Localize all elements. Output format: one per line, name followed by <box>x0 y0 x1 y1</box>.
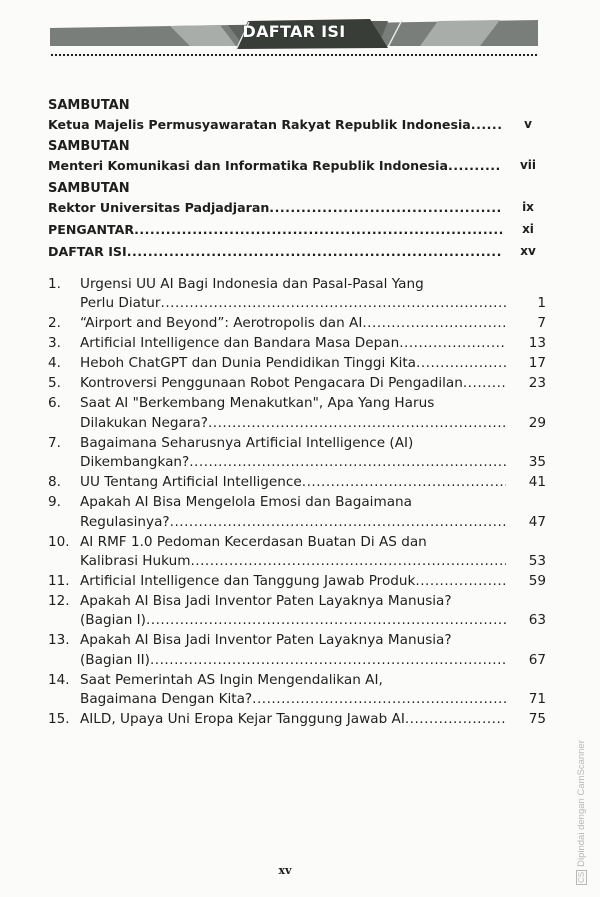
chapter-entry[interactable] <box>48 710 548 729</box>
chapter-title: Kalibrasi Hukum <box>80 553 191 570</box>
chapter-number: 1. <box>48 276 61 292</box>
toc-entry-sambutan-menkominfo[interactable] <box>48 137 548 175</box>
chapter-title-line1: Saat AI "Berkembang Menakutkan", Apa Yang Harus <box>80 395 435 412</box>
chapter-entry[interactable] <box>48 572 548 591</box>
chapter-number: 7. <box>48 434 61 451</box>
chapter-entry[interactable] <box>48 493 548 532</box>
chapter-number: 14. <box>48 671 70 688</box>
chapter-page: 1 <box>537 295 546 312</box>
chapter-number: 9. <box>48 494 61 511</box>
chapter-entry[interactable] <box>48 671 548 710</box>
dot-leader <box>362 314 506 333</box>
watermark-text: Dipindai dengan CamScanner <box>576 740 587 867</box>
camscanner-logo-icon: CS <box>577 871 586 883</box>
chapter-page: 53 <box>528 553 546 570</box>
dot-leader <box>150 651 506 670</box>
chapter-number: 3. <box>48 335 61 352</box>
chapter-title: Dikembangkan? <box>80 454 190 471</box>
chapter-entry[interactable] <box>48 334 548 353</box>
section-banner <box>50 17 538 52</box>
chapter-number: 10. <box>48 533 70 550</box>
toc-entry-sambutan-rektor[interactable] <box>48 179 548 217</box>
chapter-title-line1: Apakah AI Bisa Jadi Inventor Paten Layaknya Manusia? <box>80 632 452 649</box>
chapter-title: Kontroversi Penggunaan Robot Pengacara Di Pengadilan <box>80 375 463 392</box>
dot-leader <box>190 552 506 571</box>
chapter-title: Perlu Diatur <box>80 295 161 312</box>
chapter-number: 13. <box>48 632 70 649</box>
chapter-title: Regulasinya? <box>80 513 170 530</box>
dot-leader <box>399 334 506 353</box>
chapter-page: 71 <box>528 691 546 708</box>
entry-title: Menteri Komunikasi dan Informatika Republik Indonesia <box>48 158 448 173</box>
entry-title: DAFTAR ISI <box>48 244 127 259</box>
chapter-number: 4. <box>48 355 61 372</box>
dot-leader <box>463 374 506 393</box>
dot-leader <box>134 220 502 239</box>
entry-page: v <box>524 117 532 131</box>
chapter-page: 59 <box>528 573 546 590</box>
dot-leader <box>269 198 502 217</box>
chapter-number: 6. <box>48 395 61 412</box>
entry-page: xv <box>520 244 536 258</box>
chapter-title: AILD, Upaya Uni Eropa Kejar Tanggung Jawab AI <box>80 711 405 728</box>
chapter-title: Artificial Intelligence dan Bandara Masa Depan <box>80 335 400 352</box>
chapter-entry[interactable] <box>48 394 548 433</box>
page-title: DAFTAR ISI <box>242 22 346 41</box>
chapter-entry[interactable] <box>48 592 548 631</box>
chapter-page: 41 <box>528 474 546 491</box>
chapter-title: Heboh ChatGPT dan Dunia Pendidikan Tinggi Kita <box>80 355 417 372</box>
chapter-title: (Bagian I) <box>80 612 146 629</box>
entry-title: PENGANTAR <box>48 222 135 237</box>
chapter-number: 2. <box>48 315 61 332</box>
toc-entry-sambutan-mpr[interactable] <box>48 96 548 134</box>
dot-leader <box>302 473 506 492</box>
entry-heading: SAMBUTAN <box>48 139 130 154</box>
scanner-watermark <box>576 740 587 885</box>
chapter-title-line1: Saat Pemerintah AS Ingin Mengendalikan AI, <box>80 671 383 688</box>
chapter-entry[interactable] <box>48 275 548 314</box>
chapter-title-line1: Urgensi UU AI Bagi Indonesia dan Pasal-Pasal Yang <box>80 276 424 292</box>
chapter-entry[interactable] <box>48 631 548 670</box>
chapter-title: (Bagian II) <box>80 651 150 668</box>
entry-heading: SAMBUTAN <box>48 181 130 196</box>
chapter-entry[interactable] <box>48 434 548 473</box>
dot-leader <box>146 611 506 630</box>
entry-title: Rektor Universitas Padjadjaran <box>48 200 270 215</box>
chapter-page: 7 <box>537 315 546 332</box>
dot-leader <box>471 115 502 134</box>
toc-entry-pengantar[interactable] <box>48 220 548 239</box>
entry-heading: SAMBUTAN <box>48 98 130 113</box>
chapter-entry[interactable] <box>48 374 548 393</box>
chapter-number: 11. <box>48 573 70 590</box>
chapter-number: 5. <box>48 375 61 392</box>
entry-title: Ketua Majelis Permusyawaratan Rakyat Republik Indonesia <box>48 117 471 132</box>
entry-page: ix <box>522 200 534 214</box>
chapter-title: UU Tentang Artificial Intelligence <box>80 474 302 491</box>
chapter-title: “Airport and Beyond”: Aerotropolis dan AI <box>80 315 363 332</box>
chapter-title-line1: AI RMF 1.0 Pedoman Kecerdasan Buatan Di AS dan <box>80 533 427 550</box>
chapter-entry[interactable] <box>48 473 548 492</box>
chapter-page: 75 <box>528 711 546 728</box>
dot-leader <box>416 354 506 373</box>
chapter-number: 12. <box>48 593 70 610</box>
dot-leader <box>170 513 506 532</box>
chapter-page: 67 <box>528 651 546 668</box>
chapter-page: 23 <box>528 375 546 392</box>
dot-leader <box>127 242 502 261</box>
chapter-title-line1: Apakah AI Bisa Jadi Inventor Paten Layaknya Manusia? <box>80 593 452 610</box>
dotted-divider <box>50 53 538 57</box>
dot-leader <box>415 572 506 591</box>
dot-leader <box>405 710 506 729</box>
chapter-page: 29 <box>528 414 546 431</box>
chapter-list <box>48 275 548 730</box>
chapter-entry[interactable] <box>48 354 548 373</box>
chapter-title: Bagaimana Dengan Kita? <box>80 691 253 708</box>
toc-entry-daftar-isi[interactable] <box>48 242 548 261</box>
dot-leader <box>189 453 506 472</box>
chapter-title-line1: Apakah AI Bisa Mengelola Emosi dan Bagaimana <box>80 494 412 511</box>
page-number: xv <box>278 864 292 877</box>
chapter-title-line1: Bagaimana Seharusnya Artificial Intelligence (AI) <box>80 434 414 451</box>
table-of-contents <box>48 96 548 730</box>
dot-leader <box>208 414 506 433</box>
chapter-page: 13 <box>528 335 546 352</box>
chapter-number: 8. <box>48 474 61 491</box>
chapter-page: 35 <box>528 454 546 471</box>
chapter-entry[interactable] <box>48 533 548 572</box>
dot-leader <box>161 294 507 313</box>
chapter-page: 63 <box>528 612 546 629</box>
chapter-entry[interactable] <box>48 314 548 333</box>
chapter-title: Dilakukan Negara? <box>80 414 208 431</box>
chapter-page: 17 <box>528 355 546 372</box>
dot-leader <box>252 690 506 709</box>
chapter-title: Artificial Intelligence dan Tanggung Jawab Produk <box>80 573 416 590</box>
dot-leader <box>448 156 502 175</box>
chapter-page: 47 <box>528 513 546 530</box>
entry-page: vii <box>519 158 537 172</box>
chapter-number: 15. <box>48 711 70 728</box>
entry-page: xi <box>522 222 534 236</box>
